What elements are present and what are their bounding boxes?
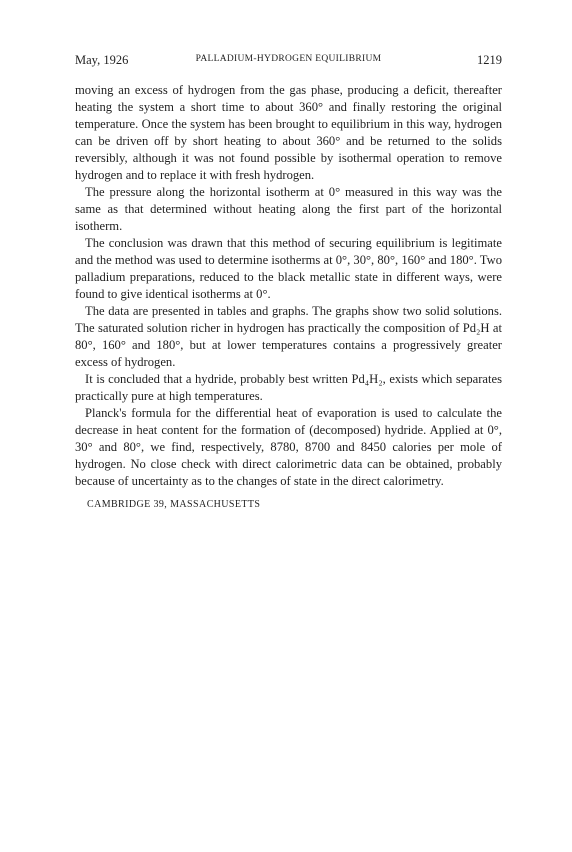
author-address: CAMBRIDGE 39, MASSACHUSETTS	[87, 499, 261, 510]
paragraph: Planck's formula for the differential heat of evaporation is used to calculate the decrease in heat content for the formation of (decomposed) hydride. Applied at 0°, 30° and 80°, we find, respectively, 8780, 8700 and 8450 calories per mole of hydrogen. No close check with direct calorimetric data can be obtained, probably because of uncertainty as to the changes of state in the direct calorimetry.	[75, 406, 502, 488]
article-body	[75, 82, 502, 490]
issue-date: May, 1926	[75, 53, 129, 67]
paragraph: The pressure along the horizontal isotherm at 0° measured in this way was the same as that determined without heating along the first part of the horizontal isotherm.	[75, 185, 502, 233]
running-title: PALLADIUM-HYDROGEN EQUILIBRIUM	[195, 54, 382, 64]
page-number: 1219	[477, 53, 502, 67]
paragraph: moving an excess of hydrogen from the gas phase, producing a deficit, thereafter heating the system a short time to about 360° and finally restoring the original temperature. Once the system has been brought to equilibrium in this way, hydrogen can be driven off by short heating to about 360° and be returned to the solids reversibly, although it was not found possible by isothermal operation to remove hydrogen and to replace it with fresh hydrogen.	[75, 83, 502, 182]
paragraph: It is concluded that a hydride, probably best written Pd₄H₂, exists which separates practically pure at high temperatures.	[75, 372, 502, 403]
paragraph: The data are presented in tables and graphs. The graphs show two solid solutions. The saturated solution richer in hydrogen has practically the composition of Pd₂H at 80°, 160° and 180°, but at lower temperatures contains a progressively greater excess of hydrogen.	[75, 304, 502, 369]
paragraph: The conclusion was drawn that this method of securing equilibrium is legitimate and the method was used to determine isotherms at 0°, 30°, 80°, 160° and 180°. Two palladium preparations, reduced to the black metallic state in different ways, were found to give identical isotherms at 0°.	[75, 236, 502, 301]
running-header	[75, 53, 502, 69]
